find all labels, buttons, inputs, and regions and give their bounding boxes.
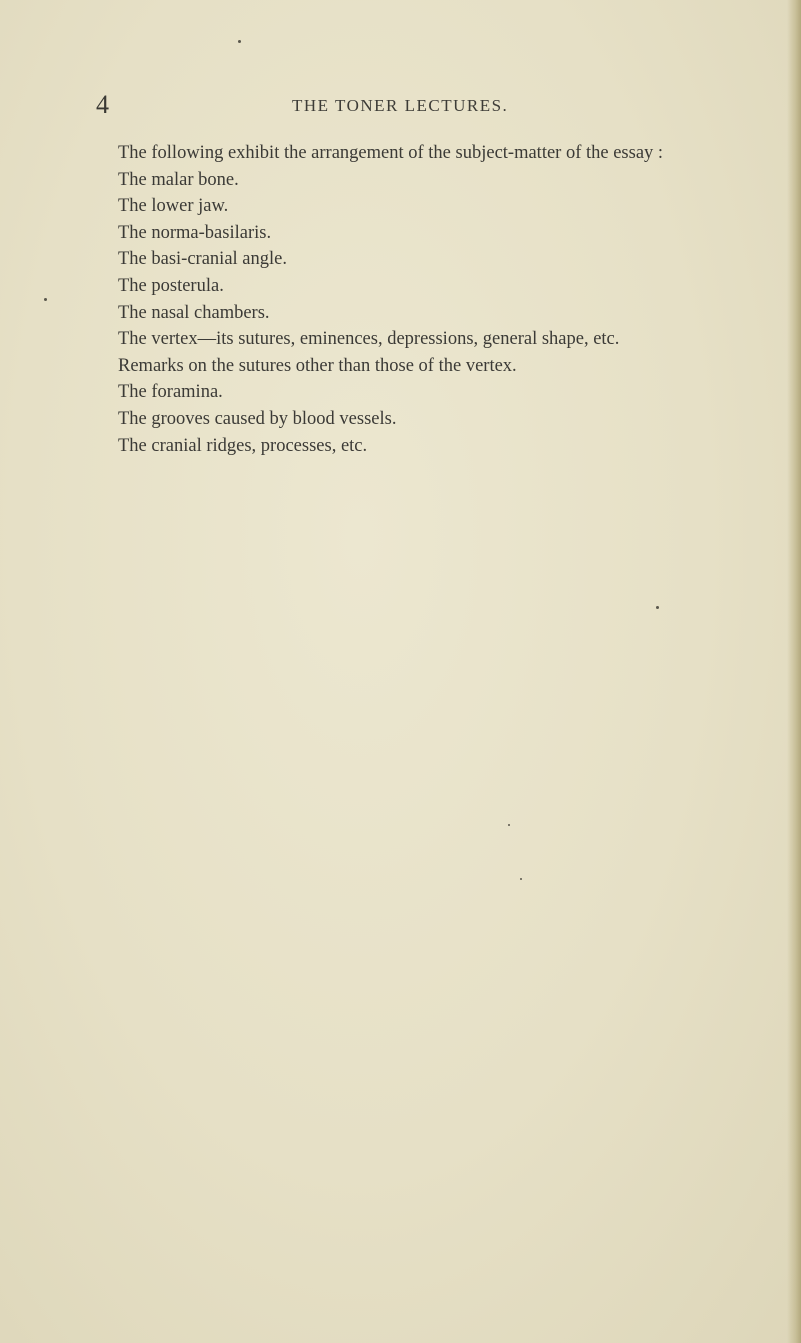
- paper-speck: [238, 40, 241, 43]
- list-item-basi-cranial-angle: The basi-cranial angle.: [118, 249, 287, 270]
- paper-speck: [508, 824, 510, 826]
- running-title: THE TONER LECTURES.: [292, 96, 509, 115]
- intro-paragraph: The following exhibit the arrangement of the subject-matter of the essay :: [118, 143, 664, 163]
- page-number: 4: [96, 90, 109, 119]
- list-item-norma-basilaris: The norma-basilaris.: [118, 222, 272, 243]
- paper-speck: [656, 606, 659, 609]
- list-item-posterula: The posterula.: [118, 275, 224, 296]
- body-text: [80, 140, 740, 459]
- page-edge-shadow: [787, 0, 801, 1343]
- paper-speck: [520, 878, 522, 880]
- list-item-nasal-chambers: The nasal chambers.: [118, 302, 270, 323]
- list-item-foramina: The foramina.: [118, 382, 223, 403]
- list-item-grooves: The grooves caused by blood vessels.: [118, 408, 397, 429]
- list-item-cranial-ridges: The cranial ridges, processes, etc.: [118, 435, 368, 456]
- paper-speck: [44, 298, 47, 301]
- list-item-vertex: The vertex—its sutures, eminences, depressions, general shape, etc.: [118, 329, 620, 350]
- list-item-remarks-sutures: Remarks on the sutures other than those of the vertex.: [118, 355, 517, 376]
- list-item-malar-bone: The malar bone.: [118, 169, 239, 190]
- list-item-lower-jaw: The lower jaw.: [118, 196, 229, 217]
- running-head: [96, 90, 536, 120]
